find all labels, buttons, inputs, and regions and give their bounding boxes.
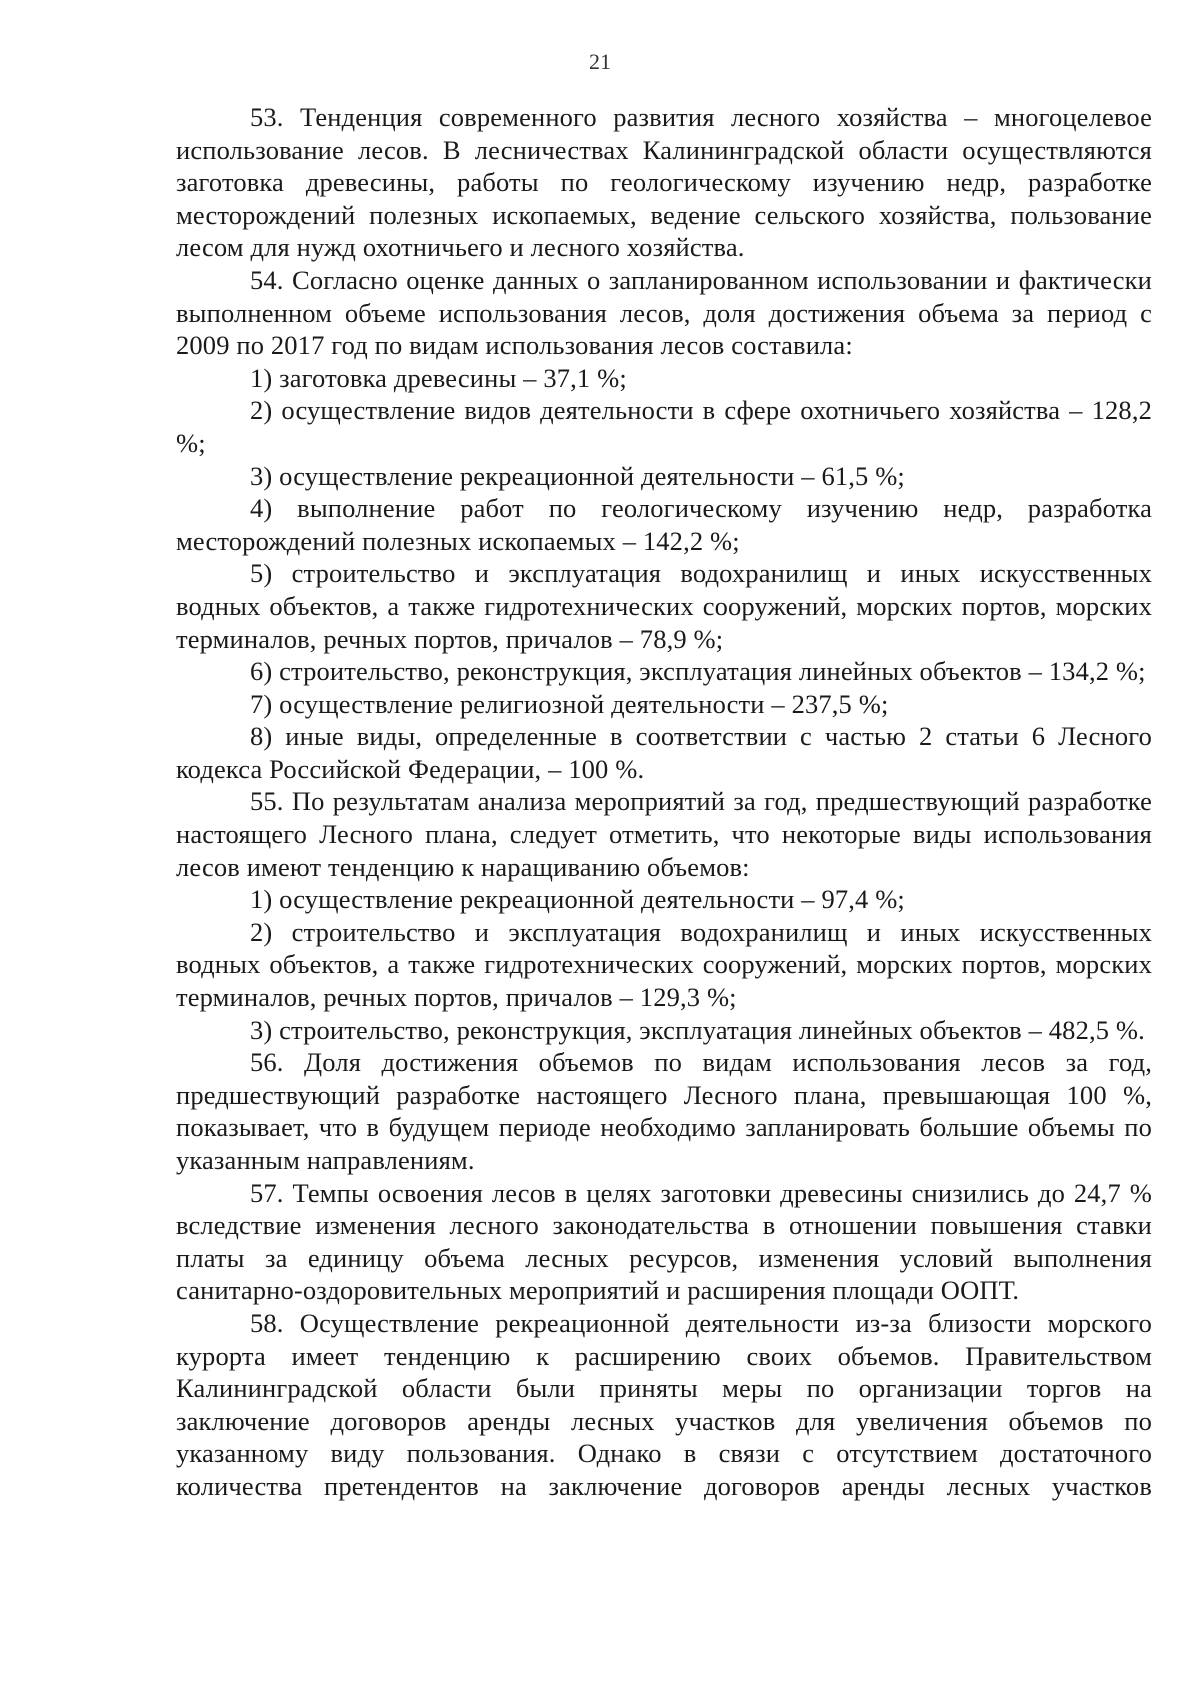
paragraph-53: 53. Тенденция современного развития лесного хозяйства – многоцелевое использование лесов. В лесничествах Калининградской области осуществляются заготовка древесины, работы по геологическому изучению недр, разработке месторождений полезных ископаемых, ведение сельского хозяйства, пользование лесом для нужд охотничьего и лесного хозяйства. — [176, 102, 1152, 263]
paragraph-54: 54. Согласно оценке данных о запланированном использовании и фактически выполненном объеме использования лесов, доля достижения объема за период с 2009 по 2017 год по видам использования лесов составила: — [176, 264, 1152, 361]
list-item-54-2: 2) осуществление видов деятельности в сфере охотничьего хозяйства – 128,2 %; — [176, 395, 1152, 458]
paragraph-55: 55. По результатам анализа мероприятий за год, предшествующий разработке настоящего Лесного плана, следует отметить, что некоторые виды использования лесов имеют тенденцию к наращиванию объемов: — [176, 786, 1152, 882]
list-item-55-1: 1) осуществление рекреационной деятельности – 97,4 %; — [250, 884, 905, 915]
list-item-54-4: 4) выполнение работ по геологическому изучению недр, разработка месторождений полезных ископаемых – 142,2 %; — [176, 493, 1152, 556]
list-item-54-8: 8) иные виды, определенные в соответствии с частью 2 статьи 6 Лесного кодекса Российской Федерации, – 100 %. — [176, 721, 1152, 784]
paragraph-57: 57. Темпы освоения лесов в целях заготовки древесины снизились до 24,7 % вследствие изменения лесного законодательства в отношении повышения ставки платы за единицу объема лесных ресурсов, изменения условий выполнения санитарно-оздоровительных мероприятий и расширения площади ООПТ. — [176, 1177, 1152, 1306]
list-item-54-3: 3) осуществление рекреационной деятельности – 61,5 %; — [250, 460, 905, 491]
list-item-54-5: 5) строительство и эксплуатация водохранилищ и иных искусственных водных объектов, а также гидротехнических сооружений, морских портов, морских терминалов, речных портов, причалов – 78,9 %; — [176, 558, 1152, 654]
document-body — [176, 101, 1152, 1503]
list-item-54-6: 6) строительство, реконструкция, эксплуатация линейных объектов – 134,2 %; — [250, 656, 1146, 687]
list-item-54-1: 1) заготовка древесины – 37,1 %; — [250, 362, 627, 393]
paragraph-56: 56. Доля достижения объемов по видам использования лесов за год, предшествующий разработке настоящего Лесного плана, превышающая 100 %, показывает, что в будущем периоде необходимо запланировать большие объемы по указанным направлениям. — [176, 1047, 1152, 1175]
page-number: 21 — [589, 49, 611, 74]
paragraph-58: 58. Осуществление рекреационной деятельности из-за близости морского курорта имеет тенденцию к расширению своих объемов. Правительством Калининградской области были приняты меры по организации торгов на заключение договоров аренды лесных участков для увеличения объемов по указанному виду пользования. Однако в связи с отсутствием достаточного количества претендентов на заключение договоров аренды лесных участков — [176, 1307, 1152, 1501]
list-item-55-2: 2) строительство и эксплуатация водохранилищ и иных искусственных водных объектов, а также гидротехнических сооружений, морских портов, морских терминалов, речных портов, причалов – 129,3 %; — [176, 916, 1152, 1013]
list-item-55-3: 3) строительство, реконструкция, эксплуатация линейных объектов – 482,5 %. — [250, 1014, 1145, 1045]
list-item-54-7: 7) осуществление религиозной деятельности – 237,5 %; — [250, 688, 889, 719]
